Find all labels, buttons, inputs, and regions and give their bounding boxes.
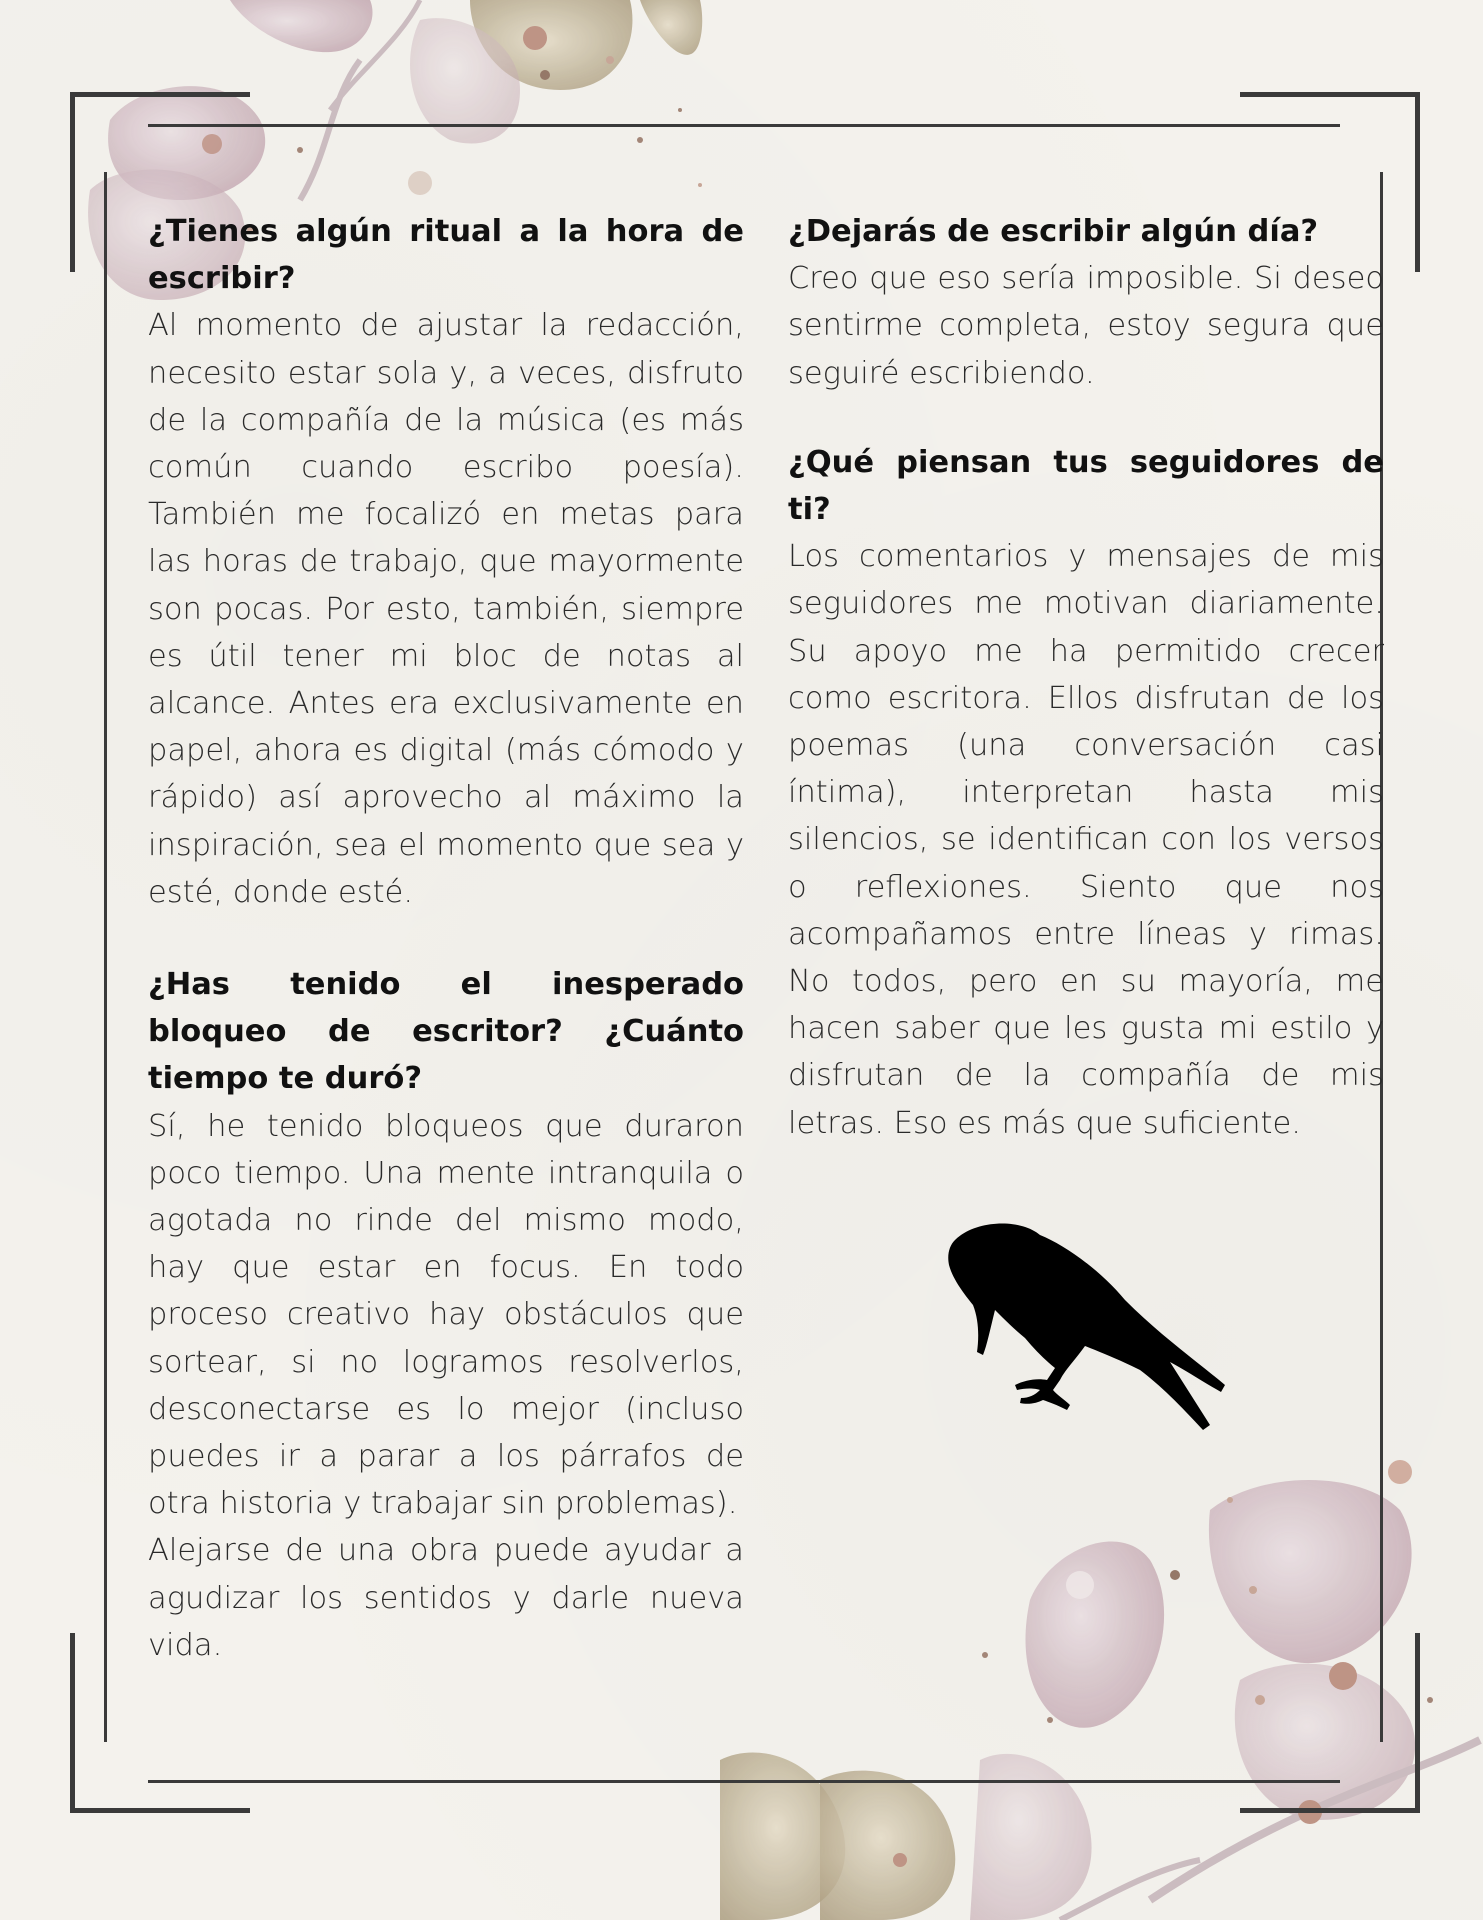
question-writers-block: ¿Has tenido el inesperado bloqueo de escritor? ¿Cuánto tiempo te duró?	[148, 967, 744, 1097]
question-followers: ¿Qué piensan tus seguidores de ti?	[788, 444, 1384, 528]
right-column	[788, 208, 1384, 1147]
question-stop-writing: ¿Dejarás de escribir algún día?	[788, 214, 1319, 249]
crow-silhouette-icon	[925, 1220, 1235, 1440]
answer-writers-block: Sí, he tenido bloqueos que duraron poco tiempo. Una mente intranquila o agotada no rinde del mismo modo, hay que estar en focus. En todo proceso creativo hay obstáculos que sortear, si no logramos resolverlos, desconectarse es lo mejor (incluso puedes ir a parar a los párrafos de otra historia y trabajar sin problemas).	[148, 1108, 744, 1522]
left-column	[148, 208, 744, 1669]
answer-writers-block-continued: Alejarse de una obra puede ayudar a agudizar los sentidos y darle nueva vida.	[148, 1533, 744, 1663]
watercolor-leaves-bottom	[720, 1460, 1480, 1920]
answer-followers: Los comentarios y mensajes de mis seguidores me motivan diariamente. Su apoyo me ha permitido crecer como escritora. Ellos disfrutan de los poemas (una conversación casi íntima), interpretan hasta mis silencios, se identifican con los versos o reflexiones. Siento que nos acompañamos entre líneas y rimas. No todos, pero en su mayoría, me hacen saber que les gusta mi estilo y disfrutan de la compañía de mis letras. Eso es más que suficiente.	[788, 539, 1384, 1141]
question-ritual: ¿Tienes algún ritual a la hora de escribir?	[148, 214, 744, 297]
answer-ritual: Al momento de ajustar la redacción, necesito estar sola y, a veces, disfruto de la compañía de la música (es más común cuando escribo poesía). También me focalizó en metas para las horas de trabajo, que mayormente son pocas. Por esto, también, siempre es útil tener mi bloc de notas al alcance. Antes era exclusivamente en papel, ahora es digital (más cómodo y rápido) así aprovecho al máximo la inspiración, sea el momento que sea y esté, donde esté.	[148, 308, 744, 910]
answer-stop-writing: Creo que eso sería imposible. Si deseo sentirme completa, estoy segura que seguiré escribiendo.	[788, 261, 1384, 391]
